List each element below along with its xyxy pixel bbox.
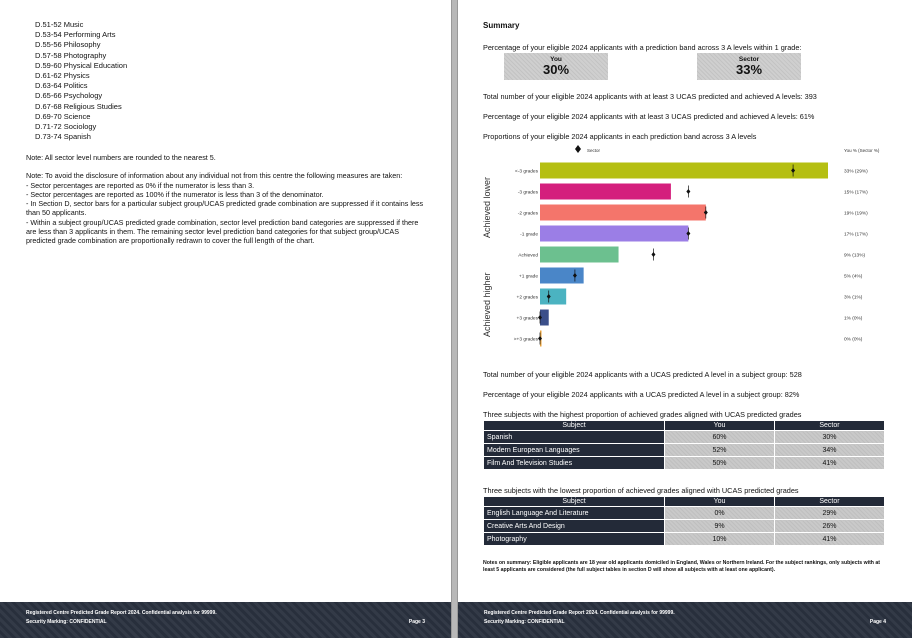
you-bar xyxy=(540,247,619,263)
percentage-3a-levels: Percentage of your eligible 2024 applicants with at least 3 UCAS predicted and achieved A levels: 61% xyxy=(483,112,815,121)
subject-code-item: D.65-66 Psychology xyxy=(35,91,103,101)
note-line: - Sector percentages are reported as 100% if the numerator is less than 3 of the denominator. xyxy=(26,189,324,199)
value-label: 5% (4%) xyxy=(844,274,863,280)
value-label: 0% (0%) xyxy=(844,337,863,343)
sector-cell: 41% xyxy=(775,533,885,546)
table-row xyxy=(484,520,885,533)
legend-sector-marker xyxy=(575,145,581,153)
total-3a-levels: Total number of your eligible 2024 applicants with at least 3 UCAS predicted and achieved A levels: 393 xyxy=(483,92,817,101)
value-label: 15% (17%) xyxy=(844,190,868,196)
subject-cell: English Language And Literature xyxy=(484,507,665,520)
footer-report-title: Registered Centre Predicted Grade Report 2024. Confidential analysis for 99999. xyxy=(484,610,675,616)
page-footer xyxy=(458,602,912,638)
table-row xyxy=(484,507,885,520)
highest-subjects-table xyxy=(483,420,885,470)
you-cell: 0% xyxy=(665,507,775,520)
table-row xyxy=(484,533,885,546)
sector-marker xyxy=(651,252,655,257)
sector-cell: 29% xyxy=(775,507,885,520)
sector-marker xyxy=(686,189,690,194)
value-label: 3% (1%) xyxy=(844,295,863,301)
subject-cell: Film And Television Studies xyxy=(484,457,665,470)
col-sector: Sector xyxy=(775,497,885,507)
lowest-table-title: Three subjects with the lowest proportion of achieved grades aligned with UCAS predicted grades xyxy=(483,486,799,495)
subject-code-item: D.61-62 Physics xyxy=(35,71,90,81)
y-label-achieved-higher: Achieved higher xyxy=(482,272,492,337)
total-subject-group: Total number of your eligible 2024 applicants with a UCAS predicted A level in a subject group: 528 xyxy=(483,370,802,379)
footer-report-title: Registered Centre Predicted Grade Report 2024. Confidential analysis for 99999. xyxy=(26,610,217,616)
col-you: You xyxy=(665,421,775,431)
table-row xyxy=(484,431,885,444)
prediction-band-chart xyxy=(480,142,890,350)
value-label: 1% (0%) xyxy=(844,316,863,322)
subject-cell: Modern European Languages xyxy=(484,444,665,457)
you-cell: 52% xyxy=(665,444,775,457)
subject-code-item: D.69-70 Science xyxy=(35,111,91,121)
lowest-subjects-table xyxy=(483,496,885,546)
footer-security-marking: Security Marking: CONFIDENTIAL xyxy=(484,619,565,625)
value-label: 17% (17%) xyxy=(844,232,868,238)
subject-code-item: D.55-56 Philosophy xyxy=(35,40,101,50)
col-subject: Subject xyxy=(484,497,665,507)
table-row xyxy=(484,444,885,457)
subject-code-item: D.53-54 Performing Arts xyxy=(35,30,116,40)
page-footer xyxy=(0,602,451,638)
you-bar xyxy=(540,226,688,242)
you-bar xyxy=(540,289,566,305)
note-line: - Sector percentages are reported as 0% if the numerator is less than 3. xyxy=(26,180,255,190)
you-value: 30% xyxy=(542,62,570,77)
value-header: You % (Sector %) xyxy=(844,148,880,153)
value-label: 19% (19%) xyxy=(844,211,868,217)
page-number: Page 3 xyxy=(408,619,425,625)
sector-cell: 26% xyxy=(775,520,885,533)
col-subject: Subject xyxy=(484,421,665,431)
col-sector: Sector xyxy=(775,421,885,431)
sector-value: 33% xyxy=(735,62,763,77)
sector-label: Sector xyxy=(738,56,760,63)
highest-table-title: Three subjects with the highest proportion of achieved grades aligned with UCAS predicted grades xyxy=(483,410,802,419)
footer-security-marking: Security Marking: CONFIDENTIAL xyxy=(26,619,107,625)
proportions-chart-title: Proportions of your eligible 2024 applicants in each prediction band across 3 A levels xyxy=(483,132,757,141)
page-3 xyxy=(0,0,452,638)
you-cell: 10% xyxy=(665,533,775,546)
summary-note: Notes on summary: Eligible applicants are 18 year old applicants domiciled in England, Wales or Northern Ireland. For the subject rankings, only subjects with at least 5 applicants are considered (the full subject tables in section D will show all subjects with at least one applicant). xyxy=(483,560,881,573)
note-line: Note: To avoid the disclosure of information about any individual not from this centre the following measures are taken: xyxy=(26,171,403,181)
subject-code-list xyxy=(35,20,127,142)
you-bar xyxy=(540,205,706,221)
category-label: -1 grade xyxy=(520,232,538,238)
subject-code-item: D.59-60 Physical Education xyxy=(35,60,128,70)
value-label: 9% (13%) xyxy=(844,253,866,259)
sector-cell: 34% xyxy=(775,444,885,457)
sector-percentage-box xyxy=(697,53,801,80)
you-percentage-box xyxy=(504,53,608,80)
subject-code-item: D.57-58 Photography xyxy=(35,50,107,60)
subject-cell: Photography xyxy=(484,533,665,546)
subject-cell: Spanish xyxy=(484,431,665,444)
category-label: <-3 grades xyxy=(514,169,538,175)
you-cell: 9% xyxy=(665,520,775,533)
col-you: You xyxy=(665,497,775,507)
you-label: You xyxy=(550,56,562,63)
value-label: 33% (29%) xyxy=(844,169,868,175)
category-label: -2 grades xyxy=(517,211,538,217)
note-line: - Within a subject group/UCAS predicted grade combination, sector level prediction band categories are suppressed if there are less than 3 applicants in them. The remaining sector level prediction band categories for that subject group/UCAS predicted grade combination are proportionally redrawn to cover the full length of the chart. xyxy=(26,217,419,246)
you-bar xyxy=(540,268,584,284)
subject-code-item: D.67-68 Religious Studies xyxy=(35,101,122,111)
sector-cell: 30% xyxy=(775,431,885,444)
page-number: Page 4 xyxy=(869,619,886,625)
category-label: -3 grades xyxy=(517,190,538,196)
table-row xyxy=(484,457,885,470)
within-1-grade-label: Percentage of your eligible 2024 applicants with a prediction band across 3 A levels within 1 grade: xyxy=(483,43,802,52)
note-line: - In Section D, sector bars for a particular subject group/UCAS predicted grade combination are suppressed if it contains less than 50 applicants. xyxy=(26,199,424,218)
category-label: +2 grades xyxy=(516,295,538,301)
summary-heading: Summary xyxy=(483,21,520,30)
legend-sector-label: Sector xyxy=(587,148,601,153)
category-label: >+3 grades xyxy=(513,337,538,343)
y-label-achieved-lower: Achieved lower xyxy=(482,176,492,238)
subject-code-item: D.73-74 Spanish xyxy=(35,132,91,142)
note-disclosure xyxy=(26,171,426,245)
percentage-subject-group: Percentage of your eligible 2024 applicants with a UCAS predicted A level in a subject group: 82% xyxy=(483,390,800,399)
subject-code-item: D.63-64 Politics xyxy=(35,81,88,91)
category-label: Achieved xyxy=(518,253,538,259)
subject-code-item: D.71-72 Sociology xyxy=(35,122,97,132)
sector-cell: 41% xyxy=(775,457,885,470)
you-bar xyxy=(540,184,671,200)
subject-code-item: D.51-52 Music xyxy=(35,20,84,29)
notes-section xyxy=(26,153,426,246)
you-cell: 60% xyxy=(665,431,775,444)
you-bar xyxy=(540,163,828,179)
subject-cell: Creative Arts And Design xyxy=(484,520,665,533)
note-rounding: Note: All sector level numbers are rounded to the nearest 5. xyxy=(26,153,216,162)
you-cell: 50% xyxy=(665,457,775,470)
category-label: +3 grades xyxy=(516,316,538,322)
category-label: +1 grade xyxy=(518,274,538,280)
